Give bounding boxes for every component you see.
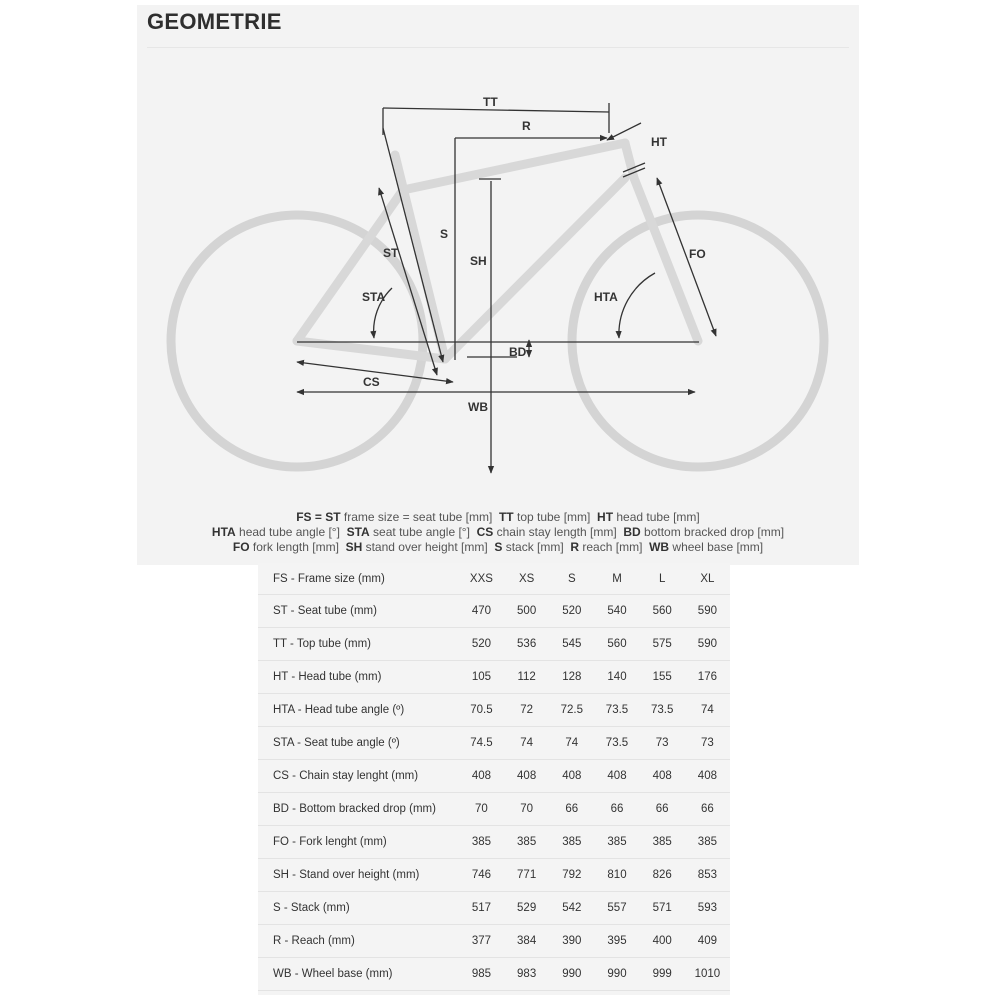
page-title: GEOMETRIE (147, 9, 282, 34)
table-cell: 73.5 (594, 727, 639, 760)
table-row (258, 958, 730, 991)
legend-text-bd: bottom bracked drop [mm] (644, 525, 785, 539)
legend-line-3 (137, 540, 859, 555)
row-label: CS - Chain stay lenght (mm) (258, 760, 459, 793)
legend-text-sta: seat tube angle [°] (373, 525, 470, 539)
row-label: R - Reach (mm) (258, 925, 459, 958)
table-cell: 560 (640, 595, 685, 628)
table-cell: 590 (685, 595, 730, 628)
legend-text-fo: fork length [mm] (252, 540, 339, 554)
table-cell: 520 (549, 595, 594, 628)
row-label: ST - Seat tube (mm) (258, 595, 459, 628)
table-row (258, 661, 730, 694)
legend-line-2 (137, 525, 859, 540)
r-label: R (522, 119, 531, 133)
table-cell: 385 (549, 826, 594, 859)
table-cell: 540 (594, 595, 639, 628)
table-row (258, 925, 730, 958)
table-row (258, 826, 730, 859)
legend-text-cs: chain stay length [mm] (496, 525, 617, 539)
legend-code-fs: FS = ST (296, 510, 341, 524)
legend-code-ht: HT (597, 510, 614, 524)
hta-label: HTA (594, 290, 618, 304)
table-cell: 746 (459, 859, 504, 892)
row-label: TT - Top tube (mm) (258, 628, 459, 661)
table-row (258, 859, 730, 892)
size-header: L (640, 563, 685, 595)
dimension-lines (297, 103, 716, 473)
row-label: HTA - Head tube angle (º) (258, 694, 459, 727)
size-header: M (594, 563, 639, 595)
header-label: FS - Frame size (mm) (258, 563, 459, 595)
ht-label: HT (651, 135, 667, 149)
table-cell: 74 (549, 727, 594, 760)
table-cell: 520 (459, 628, 504, 661)
table-cell: 385 (504, 826, 549, 859)
table-cell: 385 (459, 826, 504, 859)
legend-text-tt: top tube [mm] (516, 510, 591, 524)
table-cell: 66 (685, 793, 730, 826)
row-label: WB - Wheel base (mm) (258, 958, 459, 991)
table-cell: 571 (640, 892, 685, 925)
legend-text-ht: head tube [mm] (616, 510, 700, 524)
wb-label: WB (468, 400, 488, 414)
table-cell: 70 (504, 793, 549, 826)
table-cell: 385 (594, 826, 639, 859)
row-label: BD - Bottom bracked drop (mm) (258, 793, 459, 826)
table-cell: 74 (504, 727, 549, 760)
table-cell: 500 (504, 595, 549, 628)
table-row (258, 694, 730, 727)
size-header: XS (504, 563, 549, 595)
sh-label: SH (470, 254, 487, 268)
table-cell: 557 (594, 892, 639, 925)
table-cell: 385 (640, 826, 685, 859)
table-cell: 470 (459, 595, 504, 628)
legend-text-hta: head tube angle [°] (239, 525, 340, 539)
table-row (258, 793, 730, 826)
table-cell: 408 (459, 760, 504, 793)
legend-code-fo: FO (232, 540, 250, 554)
cs-label: CS (363, 375, 380, 389)
table-cell: 983 (504, 958, 549, 991)
bike-geometry-diagram (137, 5, 859, 505)
table-cell: 545 (549, 628, 594, 661)
table-cell: 408 (504, 760, 549, 793)
table-row (258, 628, 730, 661)
st-label: ST (383, 246, 399, 260)
row-label: FO - Fork lenght (mm) (258, 826, 459, 859)
table-cell: 810 (594, 859, 639, 892)
size-header: XL (685, 563, 730, 595)
table-cell: 73 (640, 727, 685, 760)
table-cell: 408 (640, 760, 685, 793)
table-cell: 395 (594, 925, 639, 958)
legend-code-r: R (570, 540, 580, 554)
table-cell: 385 (685, 826, 730, 859)
geometry-table-container (258, 563, 730, 995)
table-cell: 408 (685, 760, 730, 793)
table-cell: 990 (549, 958, 594, 991)
table-cell: 105 (459, 661, 504, 694)
table-cell: 72 (504, 694, 549, 727)
bd-label: BD (509, 345, 527, 359)
table-cell: 384 (504, 925, 549, 958)
table-cell: 1010 (685, 958, 730, 991)
table-row (258, 595, 730, 628)
legend-code-sta: STA (346, 525, 370, 539)
row-label: S - Stack (mm) (258, 892, 459, 925)
legend-text-r: reach [mm] (582, 540, 643, 554)
table-cell: 990 (594, 958, 639, 991)
table-cell: 400 (640, 925, 685, 958)
table-cell: 70 (459, 793, 504, 826)
legend-code-sh: SH (345, 540, 363, 554)
s-label: S (440, 227, 449, 241)
table-header-row (258, 563, 730, 595)
table-cell: 73.5 (640, 694, 685, 727)
sta-label: STA (362, 290, 386, 304)
size-header: S (549, 563, 594, 595)
geometry-panel (137, 5, 859, 565)
legend-code-cs: CS (476, 525, 494, 539)
legend-text-s: stack [mm] (505, 540, 564, 554)
table-cell: 542 (549, 892, 594, 925)
table-cell: 128 (549, 661, 594, 694)
table-cell: 999 (640, 958, 685, 991)
legend-text-sh: stand over height [mm] (365, 540, 488, 554)
table-cell: 112 (504, 661, 549, 694)
table-cell: 408 (549, 760, 594, 793)
table-cell: 140 (594, 661, 639, 694)
row-label: SH - Stand over height (mm) (258, 859, 459, 892)
legend-line-1 (137, 510, 859, 525)
row-label: STA - Seat tube angle (º) (258, 727, 459, 760)
table-cell: 593 (685, 892, 730, 925)
table-cell: 73.5 (594, 694, 639, 727)
table-cell: 590 (685, 628, 730, 661)
table-cell: 409 (685, 925, 730, 958)
table-cell: 390 (549, 925, 594, 958)
table-cell: 575 (640, 628, 685, 661)
legend-code-bd: BD (623, 525, 641, 539)
table-cell: 536 (504, 628, 549, 661)
table-cell: 560 (594, 628, 639, 661)
table-cell: 792 (549, 859, 594, 892)
table-row (258, 727, 730, 760)
table-cell: 408 (594, 760, 639, 793)
legend-text-wb: wheel base [mm] (672, 540, 764, 554)
legend-code-s: S (494, 540, 503, 554)
row-label: HT - Head tube (mm) (258, 661, 459, 694)
table-cell: 155 (640, 661, 685, 694)
size-header: XXS (459, 563, 504, 595)
table-cell: 74 (685, 694, 730, 727)
table-cell: 771 (504, 859, 549, 892)
table-cell: 529 (504, 892, 549, 925)
fo-label: FO (689, 247, 706, 261)
table-cell: 853 (685, 859, 730, 892)
table-cell: 66 (549, 793, 594, 826)
table-row (258, 760, 730, 793)
table-cell: 176 (685, 661, 730, 694)
legend-text-fs: frame size = seat tube [mm] (343, 510, 493, 524)
table-cell: 73 (685, 727, 730, 760)
bike-frame (297, 143, 698, 359)
tt-label: TT (483, 95, 498, 109)
geometry-table (258, 563, 730, 991)
legend-code-tt: TT (498, 510, 514, 524)
table-cell: 517 (459, 892, 504, 925)
table-cell: 66 (594, 793, 639, 826)
legend (137, 510, 859, 555)
table-cell: 66 (640, 793, 685, 826)
table-cell: 74.5 (459, 727, 504, 760)
table-cell: 70.5 (459, 694, 504, 727)
table-cell: 826 (640, 859, 685, 892)
legend-code-wb: WB (649, 540, 670, 554)
table-cell: 377 (459, 925, 504, 958)
table-cell: 985 (459, 958, 504, 991)
legend-code-hta: HTA (211, 525, 236, 539)
table-cell: 72.5 (549, 694, 594, 727)
table-row (258, 892, 730, 925)
